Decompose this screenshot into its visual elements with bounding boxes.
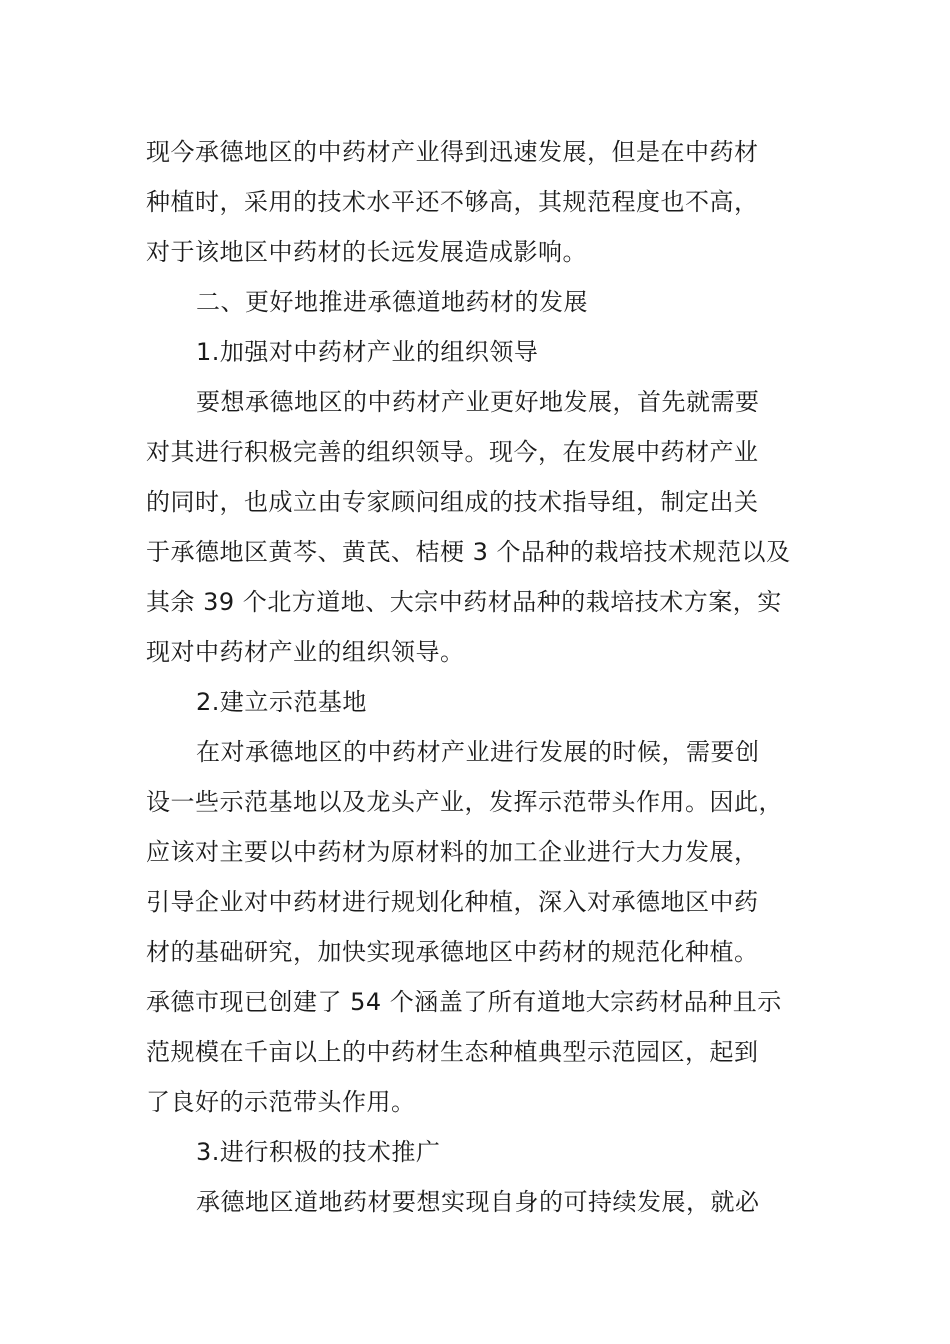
paragraph-line: 要想承德地区的中药材产业更好地发展，首先就需要 xyxy=(196,388,760,416)
paragraph-line: 应该对主要以中药材为原材料的加工企业进行大力发展， xyxy=(146,838,759,866)
subsection-heading: 1.加强对中药材产业的组织领导 xyxy=(196,338,539,366)
paragraph-line: 材的基础研究，加快实现承德地区中药材的规范化种植。 xyxy=(146,938,759,966)
paragraph-line: 范规模在千亩以上的中药材生态种植典型示范园区，起到 xyxy=(146,1038,759,1066)
paragraph-line: 设一些示范基地以及龙头产业，发挥示范带头作用。因此， xyxy=(146,788,783,816)
paragraph-line: 现今承德地区的中药材产业得到迅速发展，但是在中药材 xyxy=(146,138,759,166)
paragraph-line: 对于该地区中药材的长远发展造成影响。 xyxy=(146,238,587,266)
paragraph-line: 承德地区道地药材要想实现自身的可持续发展，就必 xyxy=(196,1188,760,1216)
paragraph-line: 引导企业对中药材进行规划化种植，深入对承德地区中药 xyxy=(146,888,759,916)
paragraph-line: 在对承德地区的中药材产业进行发展的时候，需要创 xyxy=(196,738,760,766)
paragraph-line: 对其进行积极完善的组织领导。现今，在发展中药材产业 xyxy=(146,438,759,466)
paragraph-line: 承德市现已创建了 54 个涵盖了所有道地大宗药材品种且示 xyxy=(146,988,782,1016)
paragraph-line: 的同时，也成立由专家顾问组成的技术指导组，制定出关 xyxy=(146,488,759,516)
paragraph-line: 种植时，采用的技术水平还不够高，其规范程度也不高， xyxy=(146,188,759,216)
subsection-heading: 3.进行积极的技术推广 xyxy=(196,1138,441,1166)
paragraph-line: 现对中药材产业的组织领导。 xyxy=(146,638,465,666)
paragraph-line: 了良好的示范带头作用。 xyxy=(146,1088,416,1116)
section-heading: 二、更好地推进承德道地药材的发展 xyxy=(196,288,588,316)
subsection-heading: 2.建立示范基地 xyxy=(196,688,367,716)
paragraph-line: 其余 39 个北方道地、大宗中药材品种的栽培技术方案，实 xyxy=(146,588,782,616)
paragraph-line: 于承德地区黄芩、黄芪、桔梗 3 个品种的栽培技术规范以及 xyxy=(146,538,791,566)
